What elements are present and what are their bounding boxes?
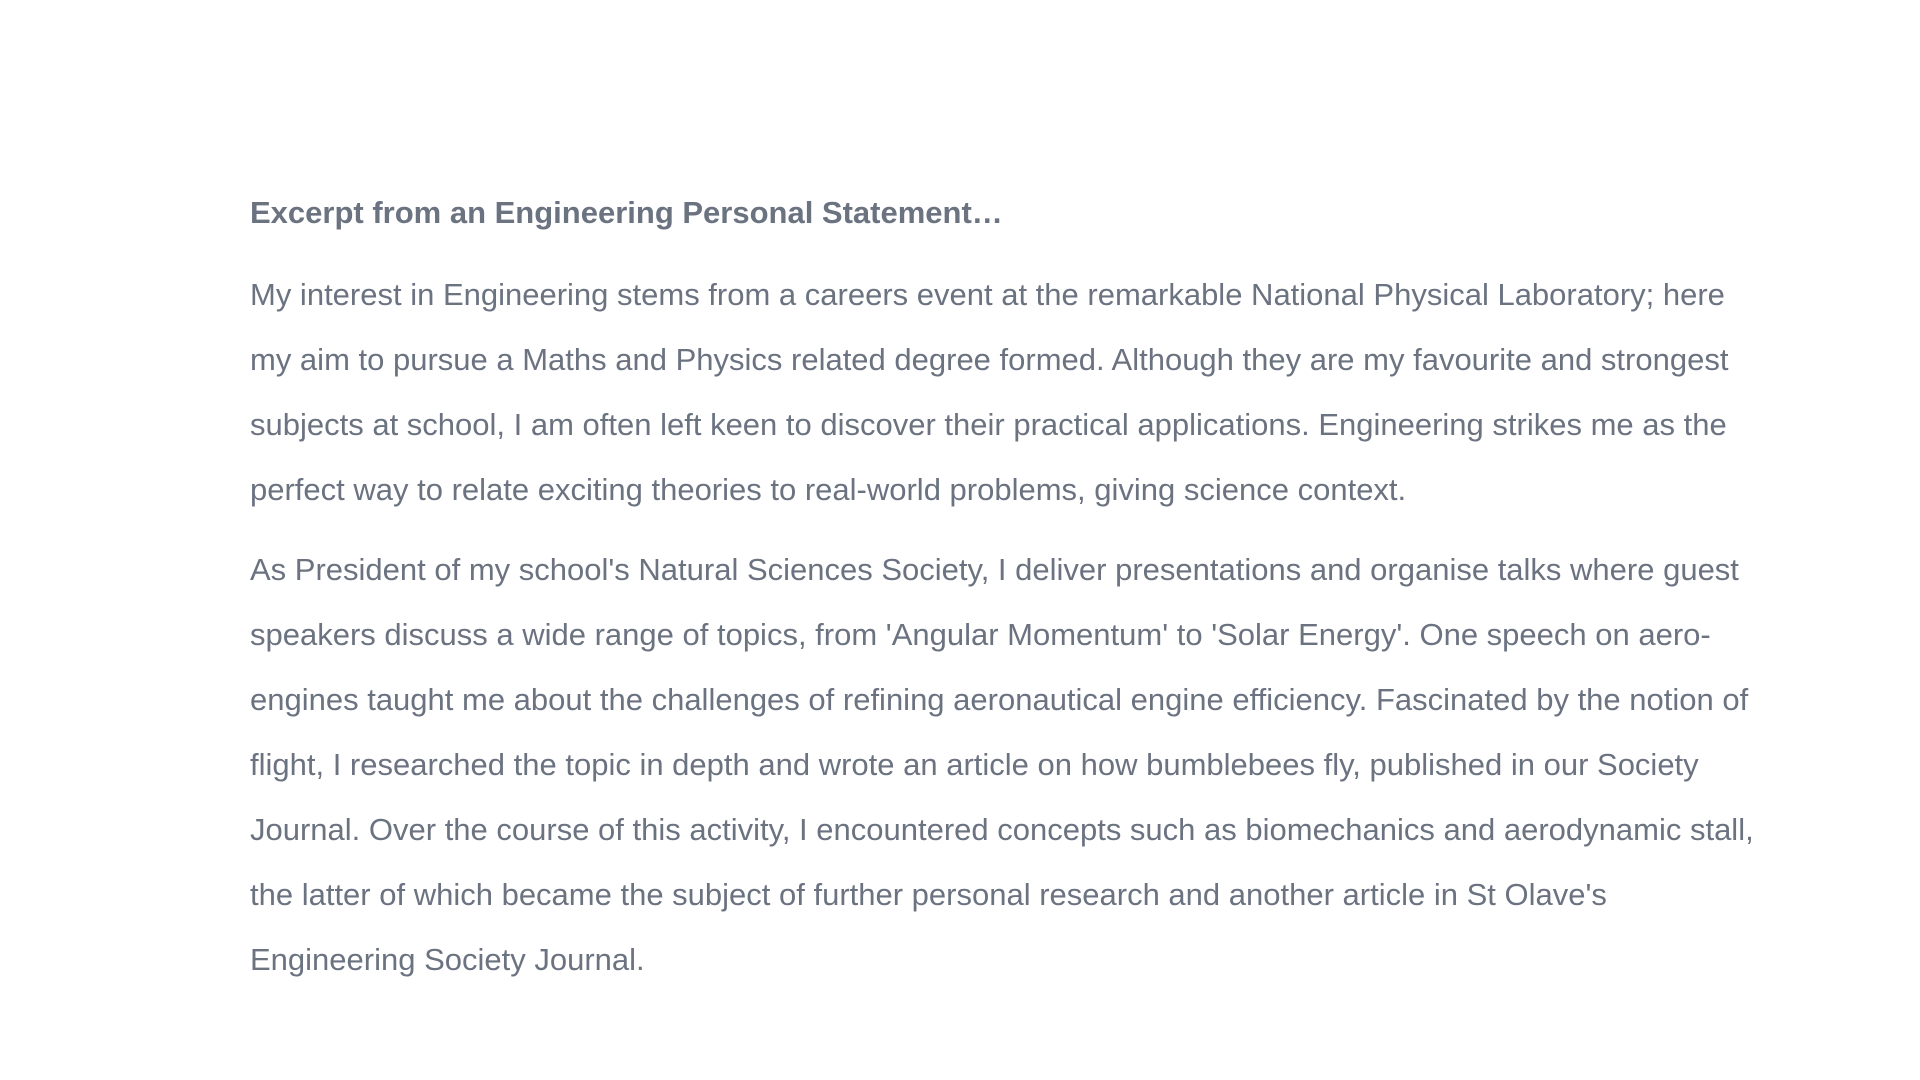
excerpt-title: Excerpt from an Engineering Personal Statement… (250, 195, 1003, 230)
excerpt-paragraph-1: My interest in Engineering stems from a careers event at the remarkable National Physical Laboratory; here my aim to pursue a Maths and Physics related degree formed. Although they are my favourite and strongest subjects at school, I am often left keen to discover their practical applications. Engineering strikes me as the perfect way to relate exciting theories to real-world problems, giving science context. (250, 277, 1729, 507)
excerpt-section (250, 188, 1760, 992)
excerpt-paragraph-2: As President of my school's Natural Sciences Society, I deliver presentations and organise talks where guest speakers discuss a wide range of topics, from 'Angular Momentum' to 'Solar Energy'. One speech on aero-engines taught me about the challenges of refining aeronautical engine efficiency. Fascinated by the notion of flight, I researched the topic in depth and wrote an article on how bumblebees fly, published in our Society Journal. Over the course of this activity, I encountered concepts such as biomechanics and aerodynamic stall, the latter of which became the subject of further personal research and another article in St Olave's Engineering Society Journal. (250, 552, 1754, 977)
